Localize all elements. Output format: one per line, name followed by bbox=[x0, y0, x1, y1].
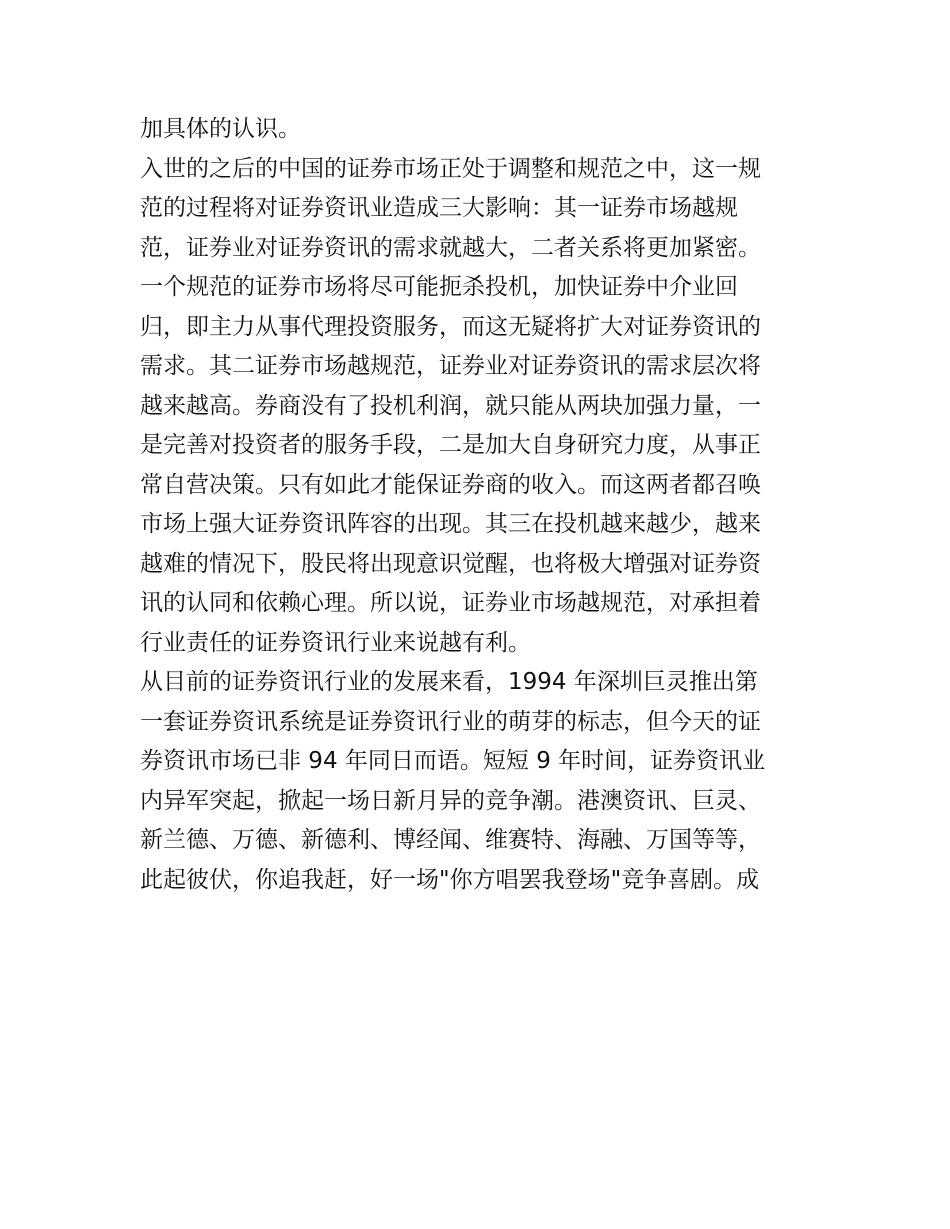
text-line: 一套证券资讯系统是证券资讯行业的萌芽的标志，但今天的证 bbox=[140, 708, 761, 735]
text-line: 入世的之后的中国的证券市场正处于调整和规范之中，这一规 bbox=[140, 155, 761, 182]
text-line: 常自营决策。只有如此才能保证券商的收入。而这两者都召唤 bbox=[140, 471, 761, 498]
text-line: 归，即主力从事代理投资服务，而这无疑将扩大对证券资讯的 bbox=[140, 313, 761, 340]
text-line: 此起彼伏，你追我赶，好一场"你方唱罢我登场"竞争喜剧。成 bbox=[140, 866, 760, 893]
text-line: 内异军突起，掀起一场日新月异的竞争潮。港澳资讯、巨灵、 bbox=[140, 787, 761, 814]
text-line: 加具体的认识。 bbox=[140, 116, 301, 142]
text-line: 一个规范的证券市场将尽可能扼杀投机，加快证券中介业回 bbox=[140, 274, 738, 300]
text-line: 越难的情况下，股民将出现意识觉醒，也将极大增强对证券资 bbox=[140, 550, 761, 577]
text-line: 范的过程将对证券资讯业造成三大影响：其一证券市场越规 bbox=[140, 195, 738, 221]
text-line: 行业责任的证券资讯行业来说越有利。 bbox=[140, 629, 531, 656]
text-line: 券资讯市场已非 94 年同日而语。短短 9 年时间，证券资讯业 bbox=[140, 748, 766, 774]
text-line: 越来越高。券商没有了投机利润，就只能从两块加强力量，一 bbox=[140, 392, 761, 419]
text-line: 从目前的证券资讯行业的发展来看，1994 年深圳巨灵推出第 bbox=[140, 669, 758, 695]
text-line: 需求。其二证券市场越规范，证券业对证券资讯的需求层次将 bbox=[140, 353, 761, 379]
text-line: 讯的认同和依赖心理。所以说，证券业市场越规范，对承担着 bbox=[140, 590, 761, 616]
text-line: 市场上强大证券资讯阵容的出现。其三在投机越来越少，越来 bbox=[140, 511, 761, 537]
text-line: 新兰德、万德、新德利、博经闻、维赛特、海融、万国等等， bbox=[140, 827, 761, 853]
text-line: 是完善对投资者的服务手段，二是加大自身研究力度，从事正 bbox=[140, 432, 761, 458]
text-line: 范，证券业对证券资讯的需求就越大，二者关系将更加紧密。 bbox=[140, 234, 761, 261]
body-text bbox=[140, 110, 820, 900]
